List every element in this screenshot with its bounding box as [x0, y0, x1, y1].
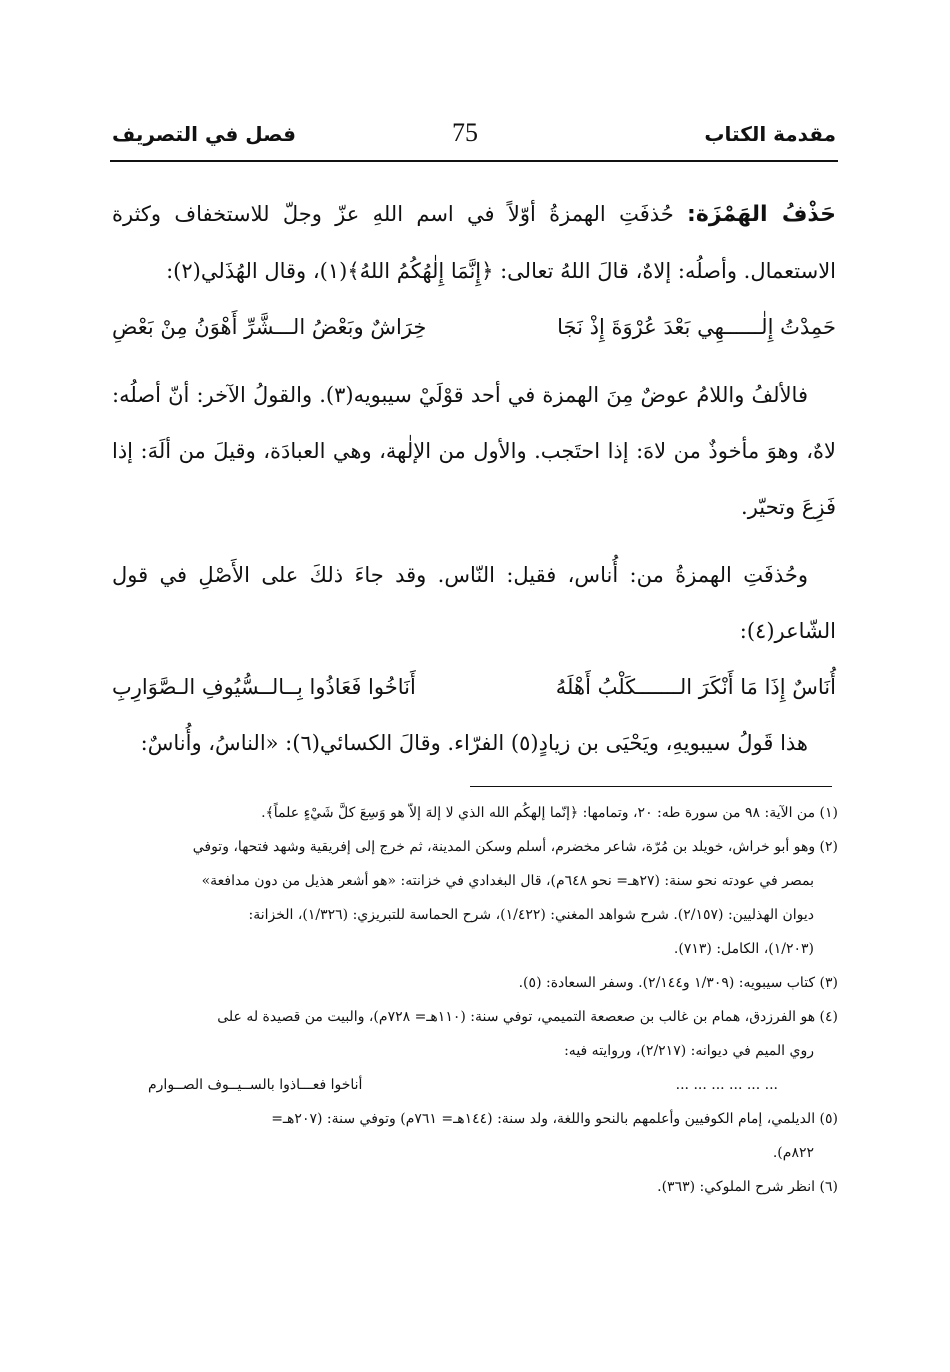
running-header — [112, 118, 836, 158]
footnote-4-line: روي الميم في ديوانه: (٢/٢١٧)، وروايته فيه: — [564, 1043, 814, 1059]
paragraph-3: وحُذفَتِ الهمزةُ من: أُناس، فقيل: النّاس. وقد جاءَ ذلكَ على الأَصْلِ في قول الشّاعر(٤): — [112, 563, 836, 643]
footnote-3: (٣) كتاب سيبويه: (١/٣٠٩ و٢/١٤٤). وسفر السعادة: (٥). — [518, 975, 838, 991]
page-number: 75 — [452, 118, 478, 147]
main-text — [112, 186, 836, 771]
paragraph-4: هذا قَولُ سيبويهِ، ويَحْيَى بن زيادٍ(٥) الفرّاء. وقالَ الكسائي(٦): «الناسُ، وأُناسٌ: — [140, 731, 808, 755]
verse-hemistich-second: خِرَاشٌ وبَعْضُ الـــشَّرِّ أَهْوَنُ مِنْ بَعْضِ — [112, 315, 427, 339]
paragraph-1 — [112, 186, 836, 299]
verse-hemistich-first: حَمِدْتُ إِلٰــــــهِي بَعْدَ عُرْوَةَ إِذْ نَجَا — [557, 315, 836, 339]
footnote-verse-text: أناخوا فعـــاذوا بالســيــوف الصــوارم — [148, 1077, 363, 1093]
paragraph-text: حُذفَتِ الهمزةُ أوّلاً في اسم اللهِ عزّ وجلّ للاستخفاف وكثرة الاستعمال. وأصلُه: إلاهٌ، قالَ اللهُ تعالى: ﴿إِنَّمَا إِلٰهُكُمُ اللهُ﴾(١)، وقال الهُذَلي(٢): — [112, 202, 836, 283]
section-title: فصل في التصريف — [112, 122, 296, 146]
footnotes — [108, 796, 838, 1204]
paragraph-2: فالألفُ واللامُ عوضٌ مِنَ الهمزة في أحد قوْلَيْ سيبويه(٣). والقولُ الآخر: أنّ أصلُه: لاهٌ، وهوَ مأخوذٌ من لاهَ: إذا احتَجب. والأول من الإلٰهة، وهي العبادَة، وقيلَ من ألَهَ: إذا فَزِعَ وتحيّر. — [112, 383, 836, 519]
footnote-5-line: ٨٢٢م). — [772, 1145, 814, 1161]
chapter-title: مقدمة الكتاب — [704, 122, 836, 146]
footnote-2-line: ديوان الهذليين: (٢/١٥٧). شرح شواهد المغني: (١/٤٢٢)، شرح الحماسة للتبريزي: (١/٣٢٦)، الخزانة: — [248, 907, 814, 923]
verse-hemistich-second: أَنَاخُوا فَعَاذُوا بِــالــسُّيُوفِ الـصَّوَارِبِ — [112, 675, 416, 699]
paragraph-lead: حَذْفُ الهَمْزَة: — [687, 202, 836, 227]
footnote-5: (٥) الديلمي، إمام الكوفيين وأعلمهم بالنحو واللغة، ولد سنة: (١٤٤هـ= ٧٦١م) وتوفي سنة: (٢٠٧هـ= — [271, 1111, 838, 1127]
footnote-2-line: (١/٢٠٣)، الكامل: (٧١٣). — [673, 941, 814, 957]
footnote-verse-ellipsis: ... ... ... ... ... ... — [675, 1077, 778, 1093]
header-rule — [110, 160, 838, 162]
verse-hemistich-first: أُنَاسٌ إِذَا مَا أَنْكَرَ الـــــــكَلْبُ أَهْلَهُ — [555, 675, 836, 699]
footnote-1: (١) من الآية: ٩٨ من سورة طه: ٢٠، وتمامها: ﴿إنّما إلهكُم الله الذي لا إلهَ إلاّ هو وَسِعَ كلَّ شَيْءٍ علماً﴾. — [261, 805, 838, 821]
footnote-2-line: بمصر في عودته نحو سنة: (٢٧هـ= نحو ٦٤٨م)، قال البغدادي في خزانته: «هو أشعر هذيل من دون مدافعة» — [201, 873, 814, 889]
footnote-4: (٤) هو الفرزدق، همام بن غالب بن صعصعة التميمي، توفي سنة: (١١٠هـ= ٧٢٨م)، والبيت من قصيدة له على — [217, 1009, 838, 1025]
verse-1 — [112, 299, 836, 355]
footnote-2: (٢) وهو أبو خراش، خويلد بن مُرّة، شاعر مخضرم، أسلم وسكن المدينة، ثم خرج إلى إفريقية وشهد فتحها، وتوفي — [192, 839, 838, 855]
verse-2 — [112, 659, 836, 715]
footnote-rule — [470, 786, 832, 787]
footnote-6: (٦) انظر شرح الملوكي: (٣٦٣). — [657, 1179, 838, 1195]
footnote-4-verse — [108, 1068, 838, 1102]
